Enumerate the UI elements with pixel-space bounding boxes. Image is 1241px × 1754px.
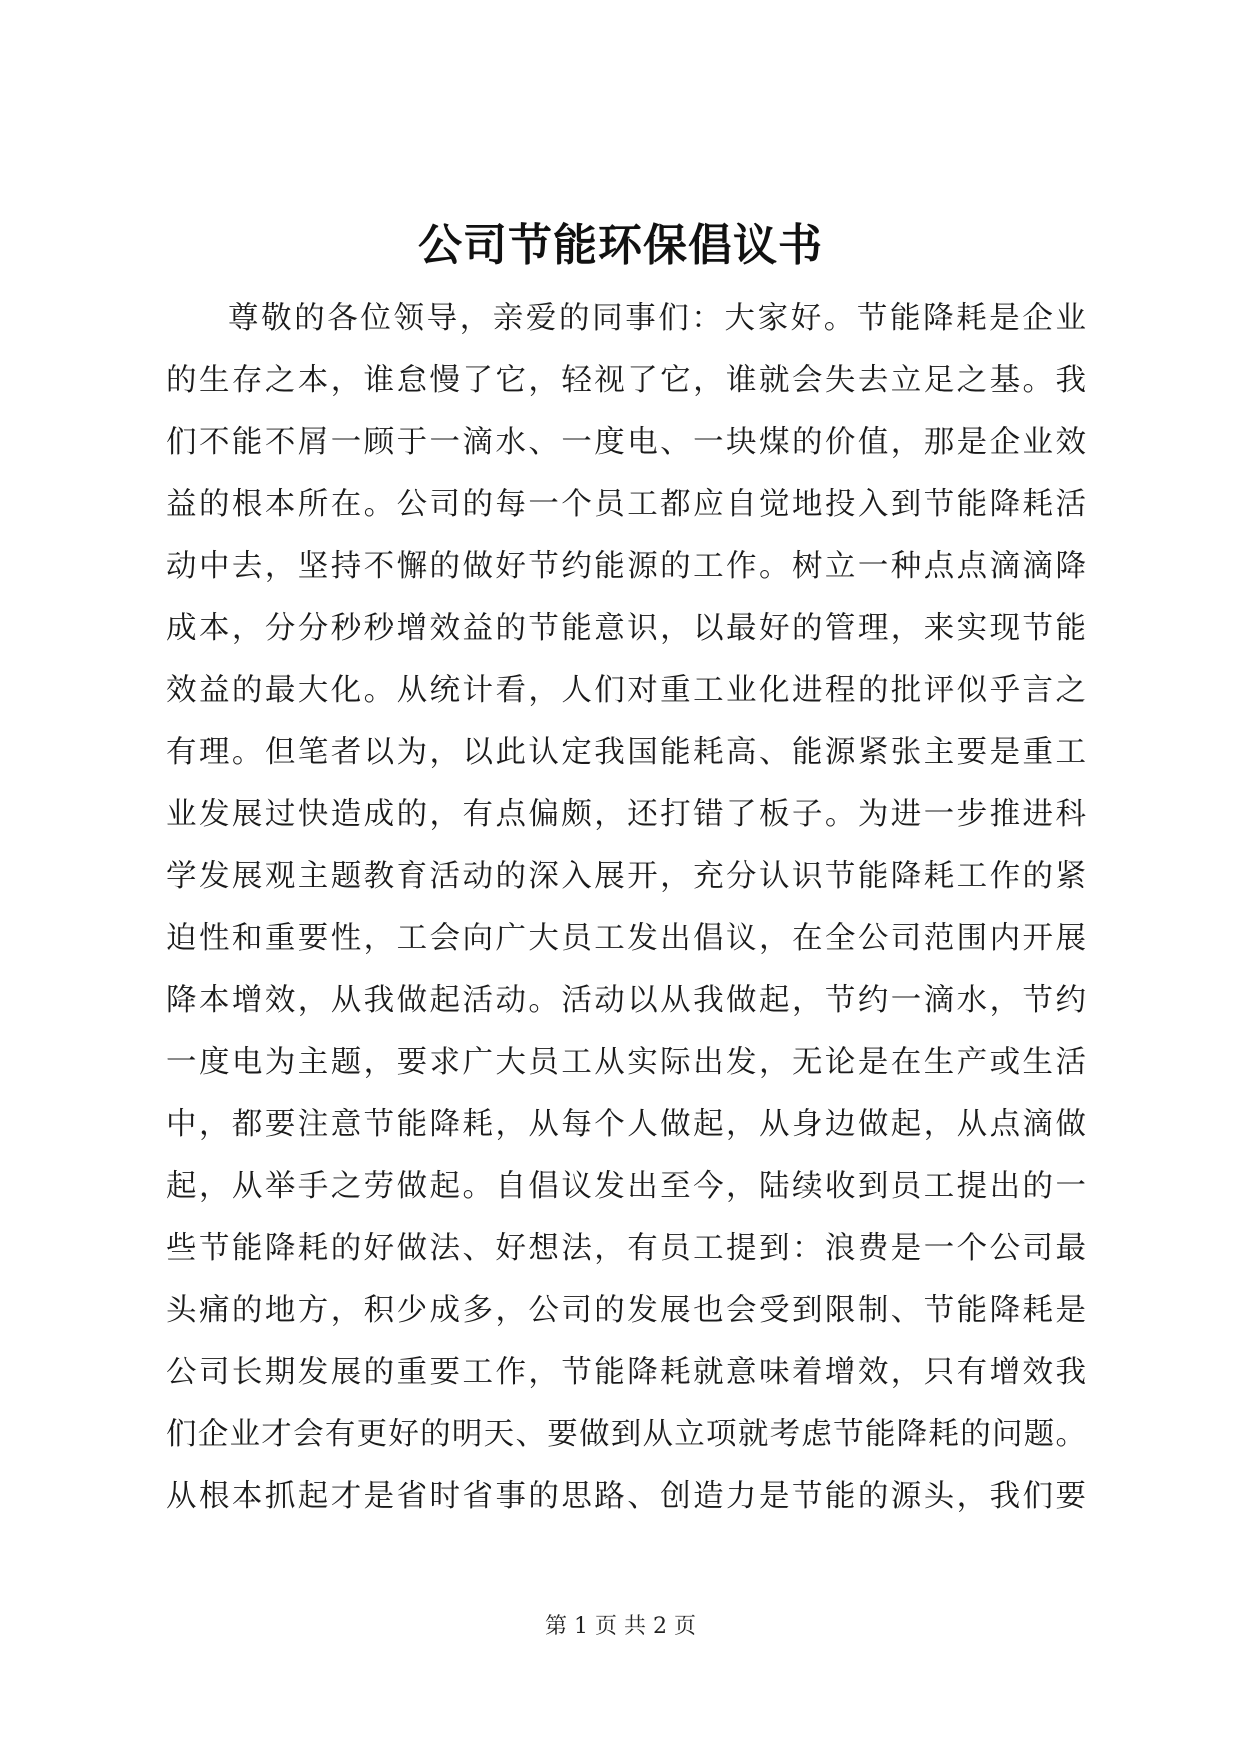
body-line: 降本增效，从我做起活动。活动以从我做起，节约一滴水，节约 <box>166 983 1086 1018</box>
body-line: 们不能不屑一顾于一滴水、一度电、一块煤的价值，那是企业效 <box>166 425 1086 460</box>
body-line: 有理。但笔者以为，以此认定我国能耗高、能源紧张主要是重工 <box>166 735 1086 770</box>
body-line: 益的根本所在。公司的每一个员工都应自觉地投入到节能降耗活 <box>166 487 1086 522</box>
body-line: 中，都要注意节能降耗，从每个人做起，从身边做起，从点滴做 <box>166 1107 1086 1142</box>
body-line: 起，从举手之劳做起。自倡议发出至今，陆续收到员工提出的一 <box>166 1169 1086 1204</box>
body-line: 从根本抓起才是省时省事的思路、创造力是节能的源头，我们要 <box>166 1479 1086 1514</box>
body-line: 尊敬的各位领导，亲爱的同事们：大家好。节能降耗是企业 <box>228 301 1086 336</box>
page-footer: 第 1 页 共 2 页 <box>545 1614 696 1639</box>
body-line: 学发展观主题教育活动的深入展开，充分认识节能降耗工作的紧 <box>166 859 1086 894</box>
body-line: 效益的最大化。从统计看，人们对重工业化进程的批评似乎言之 <box>166 673 1086 708</box>
body-line: 头痛的地方，积少成多，公司的发展也会受到限制、节能降耗是 <box>166 1293 1086 1328</box>
body-line: 些节能降耗的好做法、好想法，有员工提到：浪费是一个公司最 <box>166 1231 1086 1266</box>
body-line: 成本，分分秒秒增效益的节能意识，以最好的管理，来实现节能 <box>166 611 1086 646</box>
body-line: 一度电为主题，要求广大员工从实际出发，无论是在生产或生活 <box>166 1045 1086 1080</box>
document-body <box>166 288 1086 1528</box>
body-line: 的生存之本，谁怠慢了它，轻视了它，谁就会失去立足之基。我 <box>166 363 1086 398</box>
body-line: 迫性和重要性，工会向广大员工发出倡议，在全公司范围内开展 <box>166 921 1086 956</box>
body-line: 公司长期发展的重要工作，节能降耗就意味着增效，只有增效我 <box>166 1355 1086 1390</box>
document-title: 公司节能环保倡议书 <box>418 220 823 271</box>
body-line: 动中去，坚持不懈的做好节约能源的工作。树立一种点点滴滴降 <box>166 549 1086 584</box>
body-line: 们企业才会有更好的明天、要做到从立项就考虑节能降耗的问题。 <box>166 1417 1086 1452</box>
body-line: 业发展过快造成的，有点偏颇，还打错了板子。为进一步推进科 <box>166 797 1086 832</box>
